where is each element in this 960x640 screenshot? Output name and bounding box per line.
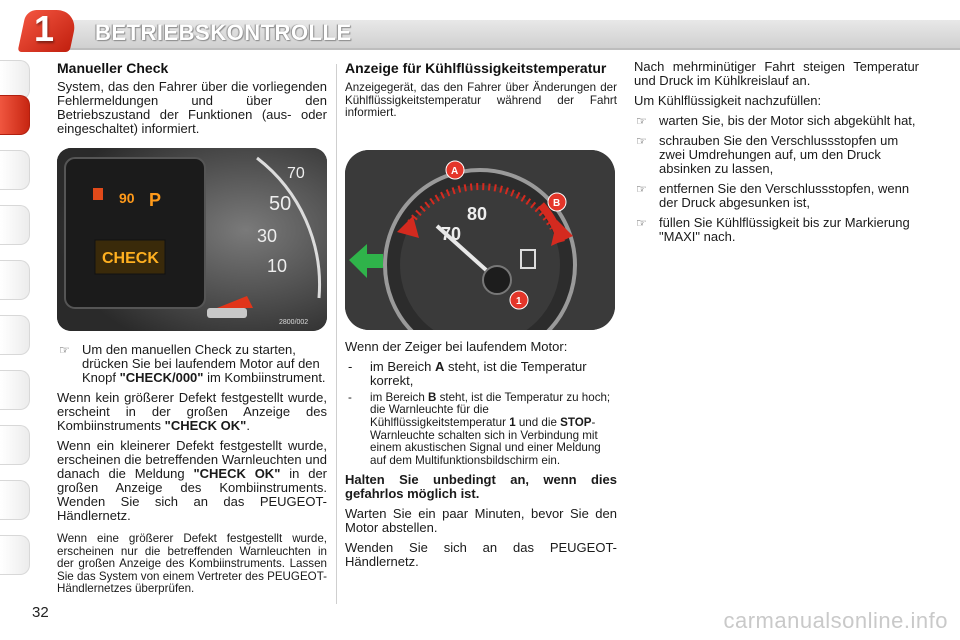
instruction-text-end: im Kombiinstrument. xyxy=(203,370,326,385)
manual-check-instruction xyxy=(57,343,327,385)
section-title-coolant-temperature: Anzeige für Kühlflüssigkeitstemperatur xyxy=(345,60,607,76)
paragraph-text: Wenn kein größerer Defekt festgestellt wurde, erscheint in der großen Anzeige des Kombiinstruments xyxy=(57,390,327,433)
zone-a-marker: A xyxy=(451,165,459,177)
zone-b-item xyxy=(345,392,617,468)
no-major-defect-text xyxy=(57,391,327,433)
wait-text: Warten Sie ein paar Minuten, bevor Sie den Motor abstellen. xyxy=(345,506,617,536)
zone-b-marker: B xyxy=(553,197,561,209)
contact-dealer-text: Wenden Sie sich an das PEUGEOT-Händlernetz. xyxy=(345,540,617,570)
display-check-text: CHECK xyxy=(102,250,159,267)
hand-pointer-icon: ☞ xyxy=(636,134,647,148)
column-manual-check xyxy=(57,60,327,602)
dash-bullet: - xyxy=(348,390,352,404)
chapter-number: 1 xyxy=(34,8,55,49)
dash-bullet: - xyxy=(348,358,353,374)
zone-label: B xyxy=(428,390,437,404)
zone-label: A xyxy=(435,358,445,374)
instruction-button-name: "CHECK/000" xyxy=(119,370,204,385)
check-ok-label: "CHECK OK" xyxy=(164,418,247,433)
paragraph-end: in der großen Anzeige des Kombiinstruments. Wenden Sie sich an das PEUGEOT-Händlernetz. xyxy=(57,466,328,523)
side-tab[interactable] xyxy=(0,205,30,245)
paragraph-end: . xyxy=(246,418,250,433)
column-coolant-temperature xyxy=(345,60,617,575)
section-title-manual-check: Manueller Check xyxy=(57,60,169,76)
scale-label-70: 70 xyxy=(287,165,305,182)
item-text: und die xyxy=(515,415,561,429)
instrument-cluster-photo xyxy=(57,148,327,331)
scale-label-10: 10 xyxy=(267,256,288,276)
stop-warning: Halten Sie unbedingt an, wenn dies gefahrlos möglich ist. xyxy=(345,472,617,502)
item-text: im Bereich xyxy=(370,358,436,374)
instruction-text: Um den manuellen Check zu starten, drücken Sie bei laufendem Motor auf den Knopf xyxy=(82,342,320,385)
side-tab[interactable] xyxy=(0,260,30,300)
temperature-gauge-illustration xyxy=(345,150,615,330)
hand-pointer-icon: ☞ xyxy=(636,114,647,128)
side-tab-active[interactable] xyxy=(0,95,30,135)
column-divider xyxy=(336,64,337,604)
refill-step-text: entfernen Sie den Verschlussstopfen, wenn der Druck abgesunken ist, xyxy=(659,181,910,210)
warning-light-number: 1 xyxy=(509,415,516,429)
scale-label-50: 50 xyxy=(269,193,292,215)
hand-pointer-icon: ☞ xyxy=(636,182,647,196)
check-button-illustration xyxy=(207,308,247,318)
check-ok-label: "CHECK OK" xyxy=(193,466,281,481)
hand-pointer-icon: ☞ xyxy=(636,216,647,230)
refill-step-text: füllen Sie Kühlflüssigkeit bis zur Markierung "MAXI" nach. xyxy=(659,215,910,244)
side-tab[interactable] xyxy=(0,150,30,190)
temperature-gauge-photo xyxy=(345,150,615,330)
side-tab[interactable] xyxy=(0,370,30,410)
coolant-intro: Anzeigegerät, das den Fahrer über Änderungen der Kühlflüssigkeitstemperatur während der Fahrt informiert. xyxy=(345,81,617,120)
manual-check-intro: System, das den Fahrer über die vorliegenden Fehlermeldungen und über den Betriebszustand der Funktionen (aus- oder eingeschaltet) informiert. xyxy=(57,79,327,136)
side-tab[interactable] xyxy=(0,315,30,355)
minor-defect-text xyxy=(57,439,327,523)
side-tab[interactable] xyxy=(0,480,30,520)
page-header xyxy=(0,0,960,52)
column-refill xyxy=(634,60,919,250)
side-tab[interactable] xyxy=(0,60,30,100)
item-text: im Bereich xyxy=(370,390,428,404)
image-code: 2800/002 xyxy=(279,319,309,326)
display-gear: P xyxy=(149,190,162,210)
chapter-side-tabs xyxy=(0,60,34,580)
stop-label: STOP xyxy=(560,415,592,429)
when-needle-text: Wenn der Zeiger bei laufendem Motor: xyxy=(345,338,568,354)
gauge-label-70: 70 xyxy=(441,223,462,244)
instrument-cluster-illustration xyxy=(57,148,327,331)
display-speed: 90 xyxy=(119,190,135,206)
watermark: carmanualsonline.info xyxy=(723,608,948,633)
refill-intro: Nach mehrminütiger Fahrt steigen Temperatur und Druck im Kühlkreislauf an. xyxy=(634,59,919,88)
side-tab[interactable] xyxy=(0,425,30,465)
scale-label-30: 30 xyxy=(257,226,278,246)
refill-step-text: schrauben Sie den Verschlussstopfen um zwei Umdrehungen auf, um den Druck absinken zu lassen, xyxy=(659,133,899,176)
refill-step xyxy=(634,182,919,210)
refill-step xyxy=(634,216,919,244)
item-text: steht, ist die Temperatur zu hoch; die Warnleuchte für die Kühlflüssigkeitstemperatur xyxy=(370,390,611,429)
major-defect-text: Wenn eine größerer Defekt festgestellt wurde, erscheinen nur die betreffenden Warnleuchten in der großen Anzeige des Kombiinstruments. Lassen Sie das System von einem Vertreter des PEUGEOT-Händlernetzes überprüfen. xyxy=(57,532,327,596)
paragraph-text: Wenn ein kleinerer Defekt festgestellt wurde, erscheinen die betreffenden Warnleuchten und danach die Meldung xyxy=(57,438,327,481)
item-text-end: -Warnleuchte schalten sich in Verbindung mit einem akustischen Signal und einer Meldung auf dem Multifunktionsbildschirm ein. xyxy=(370,415,601,467)
zone-a-item xyxy=(345,360,617,388)
item-text-end: steht, ist die Temperatur korrekt, xyxy=(370,358,587,388)
warning-light-marker: 1 xyxy=(516,295,522,307)
refill-step xyxy=(634,114,919,128)
hand-pointer-icon: ☞ xyxy=(59,343,70,357)
refill-step-text: warten Sie, bis der Motor sich abgekühlt hat, xyxy=(659,113,916,128)
page-number: 32 xyxy=(32,604,49,621)
side-tab[interactable] xyxy=(0,535,30,575)
page-title: BETRIEBSKONTROLLE xyxy=(95,20,352,45)
refill-step xyxy=(634,134,919,176)
gauge-label-80: 80 xyxy=(467,203,488,224)
refill-heading: Um Kühlflüssigkeit nachzufüllen: xyxy=(634,93,822,108)
